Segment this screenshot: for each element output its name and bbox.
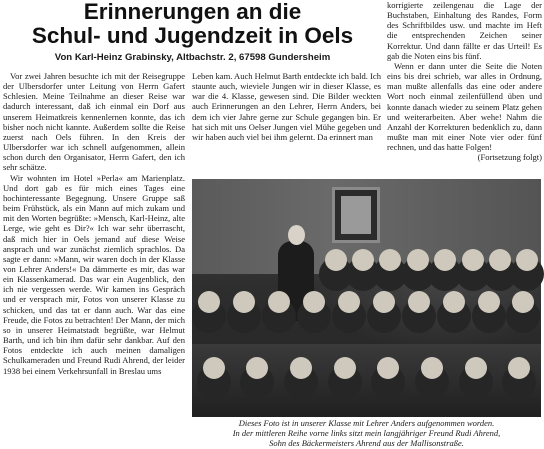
- paragraph: Wir wohnten im Hotel »Perla« am Marienplatz. Und dort gab es für mich eines Tages eine hochinteressante Begegnung. Unsere Gruppe saß beim Frühstück, als ein Mann auf mich zukam und mit den Worten begrüßte: »Mensch, Karl-Heinz, alte Lerge, wie geht es Dir?« Ich war sehr überrascht, daß mich hier in Oels jemand auf diese Weise ansprach und war zunächst ziemlich sprachlos. Da sagte er dann: »Mann, wir waren doch in der Klasse von Lehrer Anders!« Da dämmerte es mir, das war ein Klassenkamerad. Das war ein Augenblick, den ich nie vergessen werde. Wir kamen ins Gespräch und er versprach mir, Fotos von unserer Klasse zu schicken, und das tat er dann auch. War das eine Freude, die Fotos zu betrachten! Der Mann, der mich so in unserer Heimatstadt begrüßte, war Helmut Barth, und ich bin ihm dafür sehr dankbar. Auf den Fotos entdeckte ich auch meinen damaligen Schulkameraden und Freund Rudi Ahrend, der leider 1938 bei einem Verkehrsunfall in Breslau ums: [3, 172, 185, 376]
- continuation-note: (Fortsetzung folgt): [477, 152, 542, 163]
- article-headline: [0, 0, 385, 48]
- article-byline: Von Karl-Heinz Grabinsky, Altbachstr. 2, 67598 Gundersheim: [54, 52, 331, 63]
- desks: [192, 344, 541, 417]
- caption-line: In der mittleren Reihe vorne links sitzt mein langjähriger Freund Rudi Ahrend,: [232, 427, 501, 438]
- front-row-pupils: [192, 357, 541, 379]
- middle-row-pupils: [192, 291, 541, 313]
- paragraph: Leben kam. Auch Helmut Barth entdeckte ich bald. Ich staunte auch, wieviele Jungen wir in dieser Klasse, es war die 4. Klasse, gewesen sind. Die Bilder weckten auch Erinnerungen an den Lehrer, Herrn Anders, bei dem ich vier Jahre gerne zur Schule gegangen bin. Er hat sich mit uns Oelser Jungen viel Mühe gegeben und wir haben auch viel bei ihm gelernt. Da erinnert man: [192, 71, 381, 142]
- paragraph: korrigierte zeilengenau die Lage der Buchstaben, Einhaltung des Randes, Form des Schriftbildes usw. und machte im Heft die entsprechenden Zeichen seiner Korrektur. Und dann fällte er das Urteil! Es gab die Noten eins bis fünf.: [387, 0, 542, 61]
- back-row-pupils: [192, 249, 541, 271]
- text-column-3: [387, 0, 542, 163]
- paragraph: Vor zwei Jahren besuchte ich mit der Reisegruppe der Ulbersdorfer unter Leitung von Herrn Gafert Schlesien. Meine Teilnahme an dieser Reise war dadurch interessant, daß ich einmal ein Dorf aus unserem Heimatkreis kennenlernen konnte, das ich bisher noch nicht kannte. Außerdem sollte die Reise zuerst nach Oels führen. In den Kreis der Ulbersdorfer war ich schnell aufgenommen, allein schon durch den Organisator, Herrn Gafert, den ich sehr schätze.: [3, 71, 185, 173]
- paragraph: Wenn er dann unter die Seite die Noten eins bis drei schrieb, war alles in Ordnung, man mußte allenfalls das eine oder andere Wort noch einmal zeilenfüllend üben und konnte danach wieder zu seinem Platz gehen und weiterarbeiten. Aber wehe! Nahm die Anzahl der Korrekturen bedenklich zu, dann mußte man mit einer Note vier oder fünf rechnen, und das hatte Folgen!: [387, 60, 542, 153]
- photo-caption: [192, 419, 541, 448]
- text-column-1: [3, 71, 185, 447]
- caption-line: Dieses Foto ist in unserer Klasse mit Lehrer Anders aufgenommen worden.: [238, 418, 495, 428]
- class-photo: [192, 179, 541, 417]
- wall-picture-frame: [332, 187, 380, 243]
- headline-line-2: Schul- und Jugendzeit in Oels: [31, 23, 354, 48]
- headline-line-1: Erinnerungen an die: [83, 0, 302, 24]
- caption-line: Sohn des Bäckermeisters Ahrend aus der Mallisonstraße.: [269, 437, 464, 448]
- text-column-2: [192, 71, 381, 177]
